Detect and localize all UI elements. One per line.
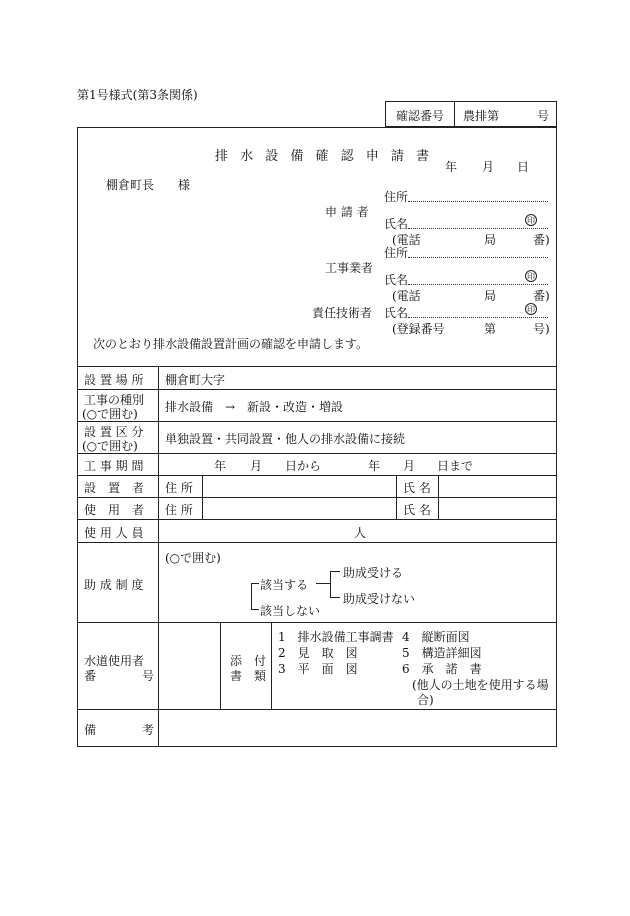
form-number: 第1号様式(第3条関係) bbox=[77, 88, 198, 102]
period-year2: 年 bbox=[368, 459, 381, 473]
subsidy-not-receive: 助成受けない bbox=[343, 592, 416, 606]
work-type-label: 工事の種別 bbox=[84, 393, 145, 407]
row-divider bbox=[77, 622, 557, 623]
install-class-label: 設 置 区 分 bbox=[84, 425, 144, 439]
contractor-phone-close: 番) bbox=[533, 289, 550, 303]
attach-note-1: (他人の土地を使用する場 bbox=[412, 678, 549, 692]
attach-item-4: 4 縦断面図 bbox=[402, 630, 470, 644]
user-label: 使 用 者 bbox=[84, 503, 145, 517]
location-value: 棚倉町大字 bbox=[165, 373, 226, 387]
contractor-name-label: 氏名 bbox=[384, 273, 409, 287]
request-sentence: 次のとおり排水設備設置計画の確認を申請します。 bbox=[93, 337, 369, 351]
install-class-value: 単独設置・共同設置・他人の排水設備に接続 bbox=[165, 432, 406, 446]
applicant-phone-office: 局 bbox=[484, 233, 497, 247]
row-divider bbox=[77, 453, 557, 454]
contractor-address-line bbox=[408, 257, 548, 258]
subsidy-bracket-right bbox=[330, 571, 331, 597]
location-label: 設 置 場 所 bbox=[84, 373, 144, 387]
row-divider bbox=[77, 475, 557, 476]
period-month2: 月 bbox=[403, 459, 416, 473]
addressee: 棚倉町長 様 bbox=[106, 178, 191, 192]
applicant-name-label: 氏名 bbox=[384, 217, 409, 231]
installer-name-label: 氏 名 bbox=[403, 481, 431, 495]
engineer-role: 責任技術者 bbox=[312, 306, 373, 320]
subsidy-note: (○で囲む) bbox=[165, 551, 221, 565]
label-column-divider bbox=[158, 366, 159, 747]
attach-item-2: 2 見 取 図 bbox=[278, 646, 358, 660]
attach-item-1: 1 排水設備工事調書 bbox=[278, 630, 394, 644]
period-to: 日まで bbox=[437, 459, 474, 473]
period-label: 工 事 期 間 bbox=[84, 459, 144, 473]
period-month1: 月 bbox=[250, 459, 263, 473]
row-divider bbox=[77, 709, 557, 710]
attach-label-2: 書 類 bbox=[230, 669, 267, 683]
row-divider bbox=[77, 366, 557, 367]
addr-col-divider bbox=[202, 475, 203, 519]
engineer-seal: 印 bbox=[527, 305, 535, 314]
period-year1: 年 bbox=[214, 459, 227, 473]
install-class-note: (○で囲む) bbox=[82, 439, 138, 453]
water-user-label-a: 番 bbox=[84, 669, 97, 683]
date-month: 月 bbox=[482, 160, 495, 174]
confirm-number-label: 確認番号 bbox=[396, 109, 445, 123]
work-type-note: (○で囲む) bbox=[82, 407, 138, 421]
subsidy-label: 助 成 制 度 bbox=[84, 578, 144, 592]
water-user-label: 水道使用者 bbox=[84, 654, 145, 668]
attach-item-3: 3 平 面 図 bbox=[278, 662, 358, 676]
date-day: 日 bbox=[517, 160, 530, 174]
row-divider bbox=[77, 519, 557, 520]
name-col-divider-right bbox=[438, 475, 439, 519]
name-col-divider-left bbox=[396, 475, 397, 519]
attach-label: 添 付 bbox=[230, 654, 267, 668]
subsidy-applicable: 該当する bbox=[260, 578, 309, 592]
row-divider bbox=[77, 389, 557, 390]
confirm-number-suffix: 号 bbox=[537, 109, 550, 123]
users-count-label: 使 用 人 員 bbox=[84, 526, 144, 540]
contractor-phone-open: (電話 bbox=[392, 289, 421, 303]
contractor-name-line bbox=[408, 284, 548, 285]
user-addr-label: 住 所 bbox=[165, 503, 193, 517]
applicant-role: 申 請 者 bbox=[325, 205, 369, 219]
confirm-box-divider bbox=[454, 101, 455, 127]
users-count-unit: 人 bbox=[354, 526, 367, 540]
subsidy-receive: 助成受ける bbox=[343, 566, 404, 580]
applicant-phone-open: (電話 bbox=[392, 233, 421, 247]
attach-item-5: 5 構造詳細図 bbox=[402, 646, 482, 660]
contractor-address-label: 住所 bbox=[384, 246, 409, 260]
form-title: 排 水 設 備 確 認 申 請 書 bbox=[215, 149, 434, 164]
subsidy-bracket-top bbox=[251, 583, 259, 584]
date-year: 年 bbox=[445, 160, 458, 174]
attach-note-2: 合) bbox=[417, 693, 434, 707]
installer-addr-label: 住 所 bbox=[165, 481, 193, 495]
user-name-label: 氏 名 bbox=[403, 503, 431, 517]
confirm-number-prefix: 農排第 bbox=[463, 109, 500, 123]
engineer-reg-mid: 第 bbox=[484, 322, 497, 336]
attach-item-6: 6 承 諾 書 bbox=[402, 662, 482, 676]
installer-label: 設 置 者 bbox=[84, 481, 145, 495]
attach-col-divider bbox=[271, 622, 272, 709]
water-user-label-b: 号 bbox=[142, 669, 155, 683]
engineer-reg-open: (登録番号 bbox=[392, 322, 445, 336]
applicant-name-line bbox=[408, 228, 548, 229]
water-col-divider bbox=[220, 622, 221, 709]
subsidy-bracket-right-top bbox=[330, 571, 340, 572]
subsidy-bracket-bottom bbox=[251, 609, 259, 610]
contractor-role: 工事業者 bbox=[325, 261, 374, 275]
engineer-reg-close: 号) bbox=[533, 322, 550, 336]
subsidy-bracket-left bbox=[251, 583, 252, 609]
contractor-phone-office: 局 bbox=[484, 289, 497, 303]
applicant-address-label: 住所 bbox=[384, 190, 409, 204]
applicant-address-line bbox=[408, 201, 548, 202]
subsidy-bracket-right-bottom bbox=[330, 597, 340, 598]
engineer-name-label: 氏名 bbox=[384, 306, 409, 320]
subsidy-connector bbox=[316, 583, 330, 584]
applicant-phone-close: 番) bbox=[533, 233, 550, 247]
row-divider bbox=[77, 421, 557, 422]
applicant-seal: 印 bbox=[527, 216, 535, 225]
row-divider bbox=[77, 542, 557, 543]
subsidy-not-applicable: 該当しない bbox=[260, 604, 321, 618]
period-from: 日から bbox=[285, 459, 322, 473]
remarks-label-a: 備 bbox=[84, 723, 97, 737]
contractor-seal: 印 bbox=[527, 272, 535, 281]
work-type-value: 排水設備 → 新設・改造・増設 bbox=[165, 400, 344, 414]
engineer-name-line bbox=[408, 317, 548, 318]
remarks-label-b: 考 bbox=[142, 723, 155, 737]
row-divider bbox=[77, 497, 557, 498]
